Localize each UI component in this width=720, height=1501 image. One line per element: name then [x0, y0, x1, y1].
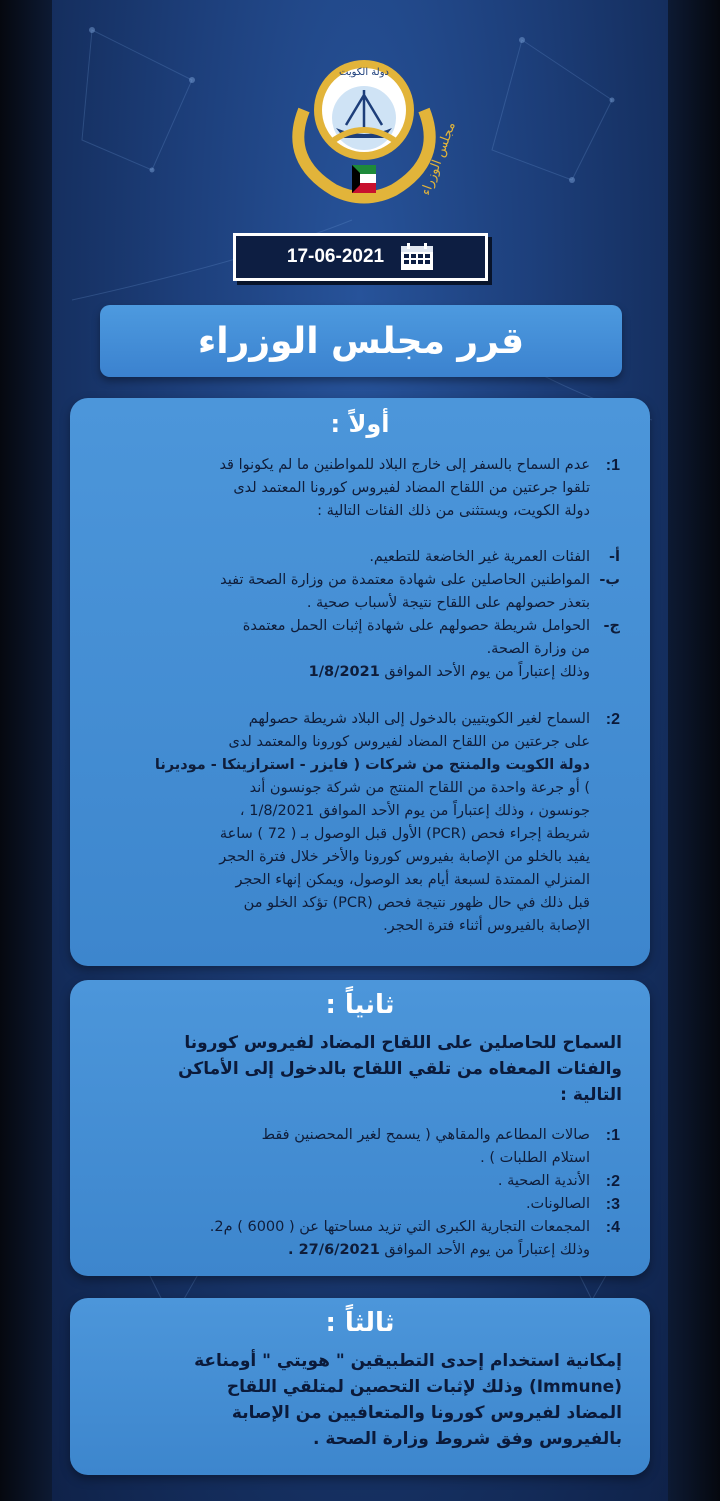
text-line: قبل ذلك في حال ظهور نتيجة فحص (PCR) تؤكد الخلو من [243, 895, 590, 911]
effective-date: 27/6/2021 . [288, 1242, 380, 1258]
text-line: التالية : [560, 1085, 622, 1105]
text-line: جونسون ، وذلك إعتباراً من يوم الأحد الموافق 1/8/2021 ، [239, 803, 590, 819]
section-first-heading: أولاً : [330, 410, 390, 438]
item-1-block [100, 454, 620, 523]
effective-prefix: وذلك إعتباراً من يوم الأحد الموافق [384, 664, 590, 680]
item-2-block [100, 708, 620, 938]
section-third-card [70, 1298, 650, 1475]
emblem-state-text: دولة الكويت [339, 67, 389, 78]
exception-letter: أ- [609, 549, 620, 565]
text-line: تلقوا جرعتين من اللقاح المضاد لفيروس كورونا المعتمد لدى [233, 480, 590, 496]
text-line: المنزلي الممتدة لسبعة أيام بعد الوصول، ويمكن إنهاء الحجر [235, 872, 590, 888]
item-number: 2: [605, 711, 620, 728]
text-line: صالات المطاعم والمقاهي ( يسمح لغير المحصنين فقط [261, 1127, 590, 1143]
place-item [100, 1124, 620, 1170]
announcement-poster [52, 0, 668, 1501]
text-line: بالفيروس وفق شروط وزارة الصحة . [312, 1429, 622, 1449]
item-number: 3: [605, 1196, 620, 1213]
exception-item [100, 546, 620, 569]
effective-date-line [100, 661, 590, 684]
item-number: 4: [605, 1219, 620, 1236]
text-line: عدم السماح بالسفر إلى خارج البلاد للمواطنين ما لم يكونوا قد [219, 457, 590, 473]
text-line: والفئات المعفاه من تلقي اللقاح بالدخول إلى الأماكن [178, 1059, 622, 1079]
text-line: دولة الكويت، ويستثنى من ذلك الفئات التالية : [317, 503, 590, 519]
calendar-icon [400, 243, 434, 271]
exceptions-list [100, 546, 620, 684]
item-number: 1: [605, 1127, 620, 1144]
effective-date: 1/8/2021 [308, 664, 380, 680]
text-line: السماح للحاصلين على اللقاح المضاد لفيروس كورونا [184, 1033, 622, 1053]
item-number: 1: [605, 457, 620, 474]
section-second-card [70, 980, 650, 1276]
place-item [100, 1216, 620, 1239]
section-second-heading: ثانياً : [325, 990, 395, 1020]
text-line: يفيد بالخلو من الإصابة بفيروس كورونا والأخر خلال فترة الحجر [219, 849, 590, 865]
left-margin [0, 0, 52, 1501]
exception-item [100, 569, 620, 615]
text-line: الإصابة بالفيروس أثناء فترة الحجر. [383, 918, 590, 934]
title-bar [100, 305, 622, 377]
text-line: على جرعتين من اللقاح المضاد لفيروس كورونا والمعتمد لدى [228, 734, 590, 750]
section-first-card [70, 398, 650, 966]
exception-item [100, 615, 620, 661]
text-line: من وزارة الصحة. [486, 641, 590, 657]
text-line: ) أو جرعة واحدة من اللقاح المنتج من شركة جونسون أند [249, 780, 590, 796]
text-line: (Immune) وذلك لإثبات التحصين لمتلقي اللقاح [226, 1377, 622, 1397]
item-number: 2: [605, 1173, 620, 1190]
effective-prefix: وذلك إعتباراً من يوم الأحد الموافق [384, 1242, 590, 1258]
exception-letter: ب- [599, 572, 620, 588]
place-item [100, 1193, 620, 1216]
text-line: السماح لغير الكويتيين بالدخول إلى البلاد شريطة حصولهم [248, 711, 590, 727]
text-line: المجمعات التجارية الكبرى التي تزيد مساحتها عن ( 6000 ) م2. [209, 1219, 590, 1235]
page-title: قرر مجلس الوزراء [197, 320, 525, 362]
text-line: الحوامل شريطة حصولهم على شهادة إثبات الحمل معتمدة [242, 618, 590, 634]
emblem-council-text: مجلس الوزراء [418, 120, 459, 198]
right-margin [668, 0, 720, 1501]
text-line: استلام الطلبات ) . [480, 1150, 590, 1166]
text-line: الصالونات. [525, 1196, 590, 1212]
place-item [100, 1170, 620, 1193]
text-line: المضاد لفيروس كورونا والمتعافيين من الإصابة [231, 1403, 622, 1423]
places-list [100, 1124, 620, 1262]
section-second-intro [92, 1030, 622, 1108]
kuwait-council-emblem [264, 40, 464, 220]
text-line: الفئات العمرية غير الخاضعة للتطعيم. [369, 549, 590, 565]
decision-date: 17-06-2021 [286, 246, 385, 267]
effective-date-line [100, 1239, 590, 1262]
text-line: الأندية الصحية . [497, 1173, 590, 1189]
text-line: بتعذر حصولهم على اللقاح نتيجة لأسباب صحية . [306, 595, 590, 611]
text-line: دولة الكويت والمنتج من شركات ( فايزر - استرازينكا - موديرنا [154, 757, 590, 773]
section-third-text [92, 1348, 622, 1452]
section-third-heading: ثالثاً : [325, 1308, 395, 1338]
date-box [233, 233, 488, 281]
text-line: إمكانية استخدام إحدى التطبيقين " هويتي " أومناعة [194, 1351, 622, 1371]
exception-letter: ج- [603, 618, 620, 634]
text-line: شريطة إجراء فحص (PCR) الأول قبل الوصول بـ ( 72 ) ساعة [219, 826, 590, 842]
text-line: المواطنين الحاصلين على شهادة معتمدة من وزارة الصحة تفيد [220, 572, 590, 588]
